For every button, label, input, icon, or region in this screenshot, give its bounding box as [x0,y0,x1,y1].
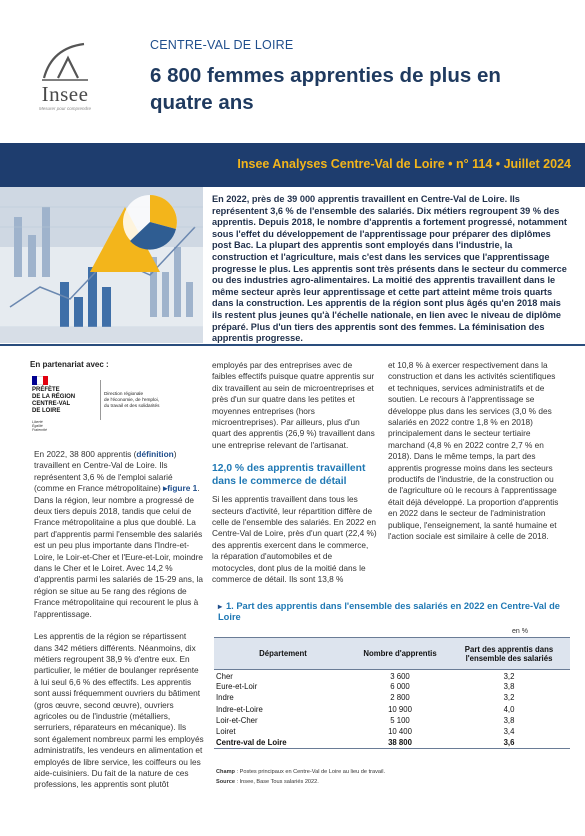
prefecture-name: PRÉFÈTE DE LA RÉGION CENTRE-VAL DE LOIRE [32,387,76,414]
table-total-row: Centre-val de Loire 38 800 3,6 [214,737,570,748]
insee-logo [30,38,100,113]
table-row: Indre 2 800 3,2 [216,693,515,703]
logo-wordmark: Insee [41,82,89,106]
figure-1-link[interactable]: ▸figure 1 [163,483,198,494]
page-title: 6 800 femmes apprenties de plus en quatre ans [150,64,501,114]
section-divider [0,344,585,346]
column-header: Nombre d'apprentis [352,638,448,670]
body-column-3 [388,360,560,554]
figure-scope: Champ : Postes principaux en Centre-Val de Loire au lieu de travail. [216,769,386,775]
triangle-icon: ▸ [218,602,223,611]
logo-tagline: Mesurer pour comprendre [38,106,92,111]
body-column-2 [212,360,377,597]
republic-motto: Liberté Égalité Fraternité [32,420,47,432]
region-label: CENTRE-VAL DE LOIRE [150,38,294,52]
publication-band [0,143,585,187]
table-row: Loiret 10 400 3,4 [216,727,515,737]
publication-series: Insee Analyses Centre-Val de Loire • n° 114 • Juillet 2024 [237,157,571,171]
chart-illustration-icon [0,187,203,343]
paragraph: Si les apprentis travaillent dans tous les secteurs d'activité, leur répartition diffère de celle de l'ensemble des salariés. En 2022 en Centre-Val de Loire, près d'un quart (22,4 %) des apprentis exercent dans le commerce, la réparation d'automobiles et de motocycles, dont plus de la moitié dans le commerce de détail. Ils sont 13,8 % [212,494,377,585]
table-row: Loir-et-Cher 5 100 3,8 [216,716,515,726]
cover-illustration [0,187,203,343]
figure-notes [216,767,566,787]
figure-unit: en % [512,628,528,635]
section-heading: 12,0 % des apprentis travaillent dans le commerce de détail [212,463,366,488]
paragraph: En 2022, 38 800 apprentis (définition) travaillent en Centre-Val de Loire. Ils représentent 3,6 % de l'emploi salarié (comme en France métropolitaine) ▸figure 1. Dans la région, leur nombre a progressé de deux tiers depuis 2018, tandis que celui de France métropolitaine a plus que doublé. La part d'apprentis parmi l'ensemble des salariés est un peu plus importante dans l'Indre-et-Loire, le Loir-et-Cher et l'Eure-et-Loir, moindre dans le Cher et le Loiret. Avec 14,2 % d'apprentis parmi les salariés de 15-29 ans, la région se situe au 5e rang des régions de France métropolitaine qui recourent le plus à l'apprentissage. [34,449,203,619]
table-row: Indre-et-Loire 10 900 4,0 [216,704,515,714]
column-header: Part des apprentis dans l'ensemble des salariés [448,638,570,670]
figure-source: Source : Insee, Base Tous salariés 2022. [216,779,319,785]
figure-title: ▸ 1. Part des apprentis dans l'ensemble des salariés en 2022 en Centre-Val de Loire [218,601,560,622]
table-row: Cher 3 600 3,2 [216,672,515,681]
insee-logo-icon [38,38,92,84]
summary-text: En 2022, près de 39 000 apprentis travaillent en Centre-Val de Loire. Ils représentent 3,6 % de l'ensemble des salariés. Dix métiers regroupent 39 % des apprentis. Depuis 2018, le nombre d'apprentis a fortement progressé, notamment sous l'effet du développement de l'apprentissage pour préparer des diplômes post Bac. La plupart des apprentis sont employés dans l'industrie, la construction et l'agriculture, mais c'est dans les services que l'apprentissage progresse le plus. Les apprentis sont très présents dans le secteur du commerce ou des industries agro-alimentaires. La moitié des apprentis travaillent dans le même secteur après leur apprentissage et cette part atteint même trois quarts dans la construction. Les apprentis de la région sont plus âgés qu'en 2018 mais ils restent plus jeunes qu'à l'échelle nationale, en lien avec le niveau de diplôme préparé. Plus d'un tiers des apprentis sont des femmes. La féminisation des apprentis progresse. [212,194,567,344]
partner-logo [30,376,210,436]
french-flag-icon [32,376,48,385]
partner-direction: Direction régionale de l'économie, de l'emploi, du travail et des solidarités [104,391,160,408]
paragraph: Les apprentis de la région se répartissent dans 342 métiers différents. Néanmoins, dix métiers regroupent 38,9 % d'entre eux. En particulier, le métier de boulanger représente à lui seul 6,6 % des effectifs. Les apprentis sont aussi fréquemment ouvriers du bâtiment (gros œuvre, second œuvre), ouvriers agricoles ou de l'industrie (métalliers, serruriers, réparateurs en mécanique). Ils sont également nombreux parmi les employés administratifs, les vendeurs en alimentation et employés de libre service, les coiffeurs ou les aide-cuisiniers. Du fait de la nature de ces professions, les apprentis sont plutôt [34,631,204,790]
figure-table [214,637,570,749]
body-column-1 [34,449,204,802]
definition-link[interactable]: définition [136,449,174,459]
paragraph: et 10,8 % à exercer respectivement dans la construction et dans les activités scientifiques et techniques, services administratifs et de soutien. Le recours à l'apprentissage se développe plus dans les services (3,0 % des salariés en 2022 contre 1,8 % en 2018) principalement dans le secteur tertiaire marchand (4,8 % en 2022 contre 2,7 % en 2018). Dans le même temps, la part des apprentis progresse moins dans les secteurs productifs de l'industrie, de la construction ou de l'agriculture où le recours à l'apprentissage était déjà développé. La proportion d'apprentis en 2022 dans le secteur de l'administration publique, l'enseignement, la santé humaine et l'action sociale est similaire à celle de 2018. [388,360,559,542]
partner-separator [100,380,101,420]
partner-heading: En partenariat avec : [30,360,109,369]
paragraph: employés par des entreprises avec de faibles effectifs puisque quatre apprentis sur dix travaillent au sein de microentreprises et près d'un sur quatre dans les petites et moyennes entreprises (hors microentreprises). Par ailleurs, plus d'un quart des apprentis (26,9 %) travaillent dans une entreprise relevant de l'artisanat. [212,360,375,450]
column-header: Département [214,638,352,670]
table-row: Eure-et-Loir 6 000 3,8 [216,682,515,692]
